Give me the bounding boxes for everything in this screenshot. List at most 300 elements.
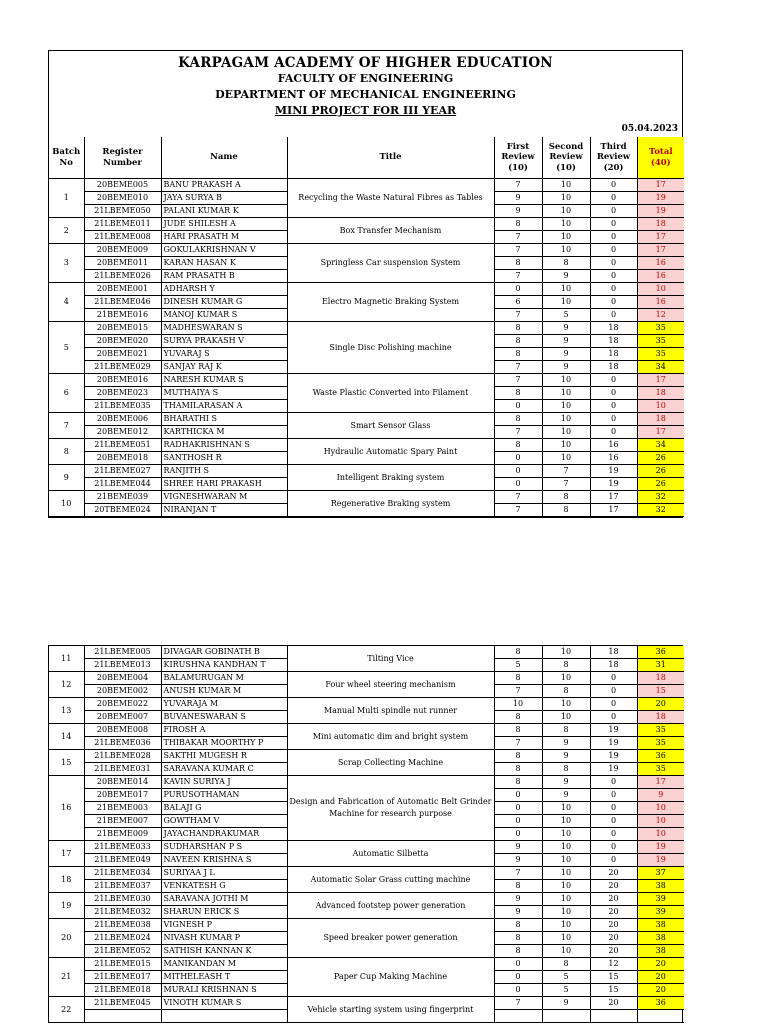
student-name: DIVAGAR GOBINATH B xyxy=(161,646,287,659)
second-review-mark: 10 xyxy=(542,802,590,815)
student-name: SURIYAA J L xyxy=(161,867,287,880)
project-title-cell: Paper Cup Making Machine xyxy=(287,958,494,997)
total-mark: 10 xyxy=(637,283,684,296)
table-row xyxy=(49,867,684,880)
register-number: 20BEME004 xyxy=(84,672,161,685)
project-title-cell: Automatic Silbetta xyxy=(287,841,494,867)
col-total: Total (40) xyxy=(637,137,684,179)
total-mark: 9 xyxy=(637,789,684,802)
project-title-cell: Tilting Vice xyxy=(287,646,494,672)
student-name: JUDE SHILESH A xyxy=(161,218,287,231)
second-review-mark: 9 xyxy=(542,270,590,283)
batch-number: 6 xyxy=(49,374,84,413)
table-row xyxy=(49,465,684,478)
second-review-mark: 8 xyxy=(542,491,590,504)
total-mark: 34 xyxy=(637,361,684,374)
register-number: 21LBEME035 xyxy=(84,400,161,413)
third-review-mark: 19 xyxy=(590,465,637,478)
total-mark: 17 xyxy=(637,374,684,387)
table-row xyxy=(49,322,684,335)
third-review-mark: 20 xyxy=(590,945,637,958)
third-review-mark: 20 xyxy=(590,997,637,1010)
sheet-date: 05.04.2023 xyxy=(621,124,678,134)
total-mark: 15 xyxy=(637,685,684,698)
third-review-mark: 0 xyxy=(590,776,637,789)
third-review-mark: 19 xyxy=(590,724,637,737)
register-number: 21BEME007 xyxy=(84,815,161,828)
total-mark: 34 xyxy=(637,439,684,452)
third-review-mark: 18 xyxy=(590,361,637,374)
student-name: HARI PRASATH M xyxy=(161,231,287,244)
third-review-mark: 0 xyxy=(590,309,637,322)
student-name: JAYA SURYA B xyxy=(161,192,287,205)
student-name: NIRANJAN T xyxy=(161,504,287,517)
third-review-mark: 0 xyxy=(590,685,637,698)
total-mark xyxy=(637,1010,684,1023)
first-review-mark: 0 xyxy=(494,802,542,815)
total-mark: 17 xyxy=(637,231,684,244)
register-number: 20BEME012 xyxy=(84,426,161,439)
student-name: MITHELEASH T xyxy=(161,971,287,984)
third-review-mark: 0 xyxy=(590,387,637,400)
total-mark: 39 xyxy=(637,906,684,919)
batch-number: 22 xyxy=(49,997,84,1023)
student-name: RADHAKRISHNAN S xyxy=(161,439,287,452)
first-review-mark: 8 xyxy=(494,413,542,426)
student-name: KARAN HASAN K xyxy=(161,257,287,270)
batch-number: 4 xyxy=(49,283,84,322)
student-name: NAVEEN KRISHNA S xyxy=(161,854,287,867)
first-review-mark: 8 xyxy=(494,724,542,737)
first-review-mark: 0 xyxy=(494,815,542,828)
student-name: BANU PRAKASH A xyxy=(161,179,287,192)
student-name: VENKATESH G xyxy=(161,880,287,893)
project-title-cell: Mini automatic dim and bright system xyxy=(287,724,494,750)
third-review-mark: 0 xyxy=(590,257,637,270)
total-mark: 17 xyxy=(637,426,684,439)
second-review-mark: 10 xyxy=(542,841,590,854)
second-review-mark: 8 xyxy=(542,257,590,270)
total-mark: 38 xyxy=(637,880,684,893)
project-title-cell: Regenerative Braking system xyxy=(287,491,494,517)
mark-sheet-page-1 xyxy=(48,50,683,518)
register-number: 21LBEME027 xyxy=(84,465,161,478)
register-number: 21LBEME034 xyxy=(84,867,161,880)
first-review-mark: 9 xyxy=(494,841,542,854)
total-mark: 17 xyxy=(637,776,684,789)
total-mark: 36 xyxy=(637,997,684,1010)
first-review-mark: 0 xyxy=(494,971,542,984)
register-number: 20BEME020 xyxy=(84,335,161,348)
batch-number: 3 xyxy=(49,244,84,283)
first-review-mark: 8 xyxy=(494,322,542,335)
table-row xyxy=(49,893,684,906)
batch-number: 13 xyxy=(49,698,84,724)
first-review-mark: 7 xyxy=(494,685,542,698)
first-review-mark: 7 xyxy=(494,231,542,244)
second-review-mark: 10 xyxy=(542,400,590,413)
first-review-mark: 8 xyxy=(494,763,542,776)
register-number: 21LBEME050 xyxy=(84,205,161,218)
student-name: SHARUN ERICK S xyxy=(161,906,287,919)
register-number: 21LBEME031 xyxy=(84,763,161,776)
total-mark: 19 xyxy=(637,192,684,205)
second-review-mark: 10 xyxy=(542,919,590,932)
third-review-mark: 0 xyxy=(590,711,637,724)
project-title-cell: Design and Fabrication of Automatic Belt Grinder Machine for research purpose xyxy=(287,776,494,841)
student-name: MANOJ KUMAR S xyxy=(161,309,287,322)
register-number: 21LBEME052 xyxy=(84,945,161,958)
total-mark: 20 xyxy=(637,984,684,997)
student-name: DINESH KUMAR G xyxy=(161,296,287,309)
second-review-mark xyxy=(542,1010,590,1023)
table-row xyxy=(49,491,684,504)
project-title-cell: Smart Sensor Glass xyxy=(287,413,494,439)
total-mark: 16 xyxy=(637,257,684,270)
second-review-mark: 10 xyxy=(542,296,590,309)
total-mark: 35 xyxy=(637,763,684,776)
batch-number: 21 xyxy=(49,958,84,997)
third-review-mark: 0 xyxy=(590,698,637,711)
total-mark: 36 xyxy=(637,750,684,763)
first-review-mark: 9 xyxy=(494,906,542,919)
register-number: 21LBEME024 xyxy=(84,932,161,945)
second-review-mark: 5 xyxy=(542,984,590,997)
first-review-mark: 7 xyxy=(494,374,542,387)
third-review-mark xyxy=(590,1010,637,1023)
second-review-mark: 10 xyxy=(542,192,590,205)
table-row xyxy=(49,413,684,426)
total-mark: 17 xyxy=(637,179,684,192)
third-review-mark: 0 xyxy=(590,854,637,867)
project-title-cell: Manual Multi spindle nut runner xyxy=(287,698,494,724)
second-review-mark: 10 xyxy=(542,283,590,296)
third-review-mark: 18 xyxy=(590,646,637,659)
register-number: 20BEME008 xyxy=(84,724,161,737)
first-review-mark: 10 xyxy=(494,698,542,711)
student-name: ADHARSH Y xyxy=(161,283,287,296)
student-name: MADHESWARAN S xyxy=(161,322,287,335)
register-number xyxy=(84,1010,161,1023)
second-review-mark: 7 xyxy=(542,465,590,478)
student-name: BHARATHI S xyxy=(161,413,287,426)
second-review-mark: 9 xyxy=(542,361,590,374)
student-name: SATHISH KANNAN K xyxy=(161,945,287,958)
first-review-mark: 8 xyxy=(494,387,542,400)
first-review-mark: 8 xyxy=(494,945,542,958)
total-mark: 38 xyxy=(637,919,684,932)
total-mark: 35 xyxy=(637,348,684,361)
third-review-mark: 0 xyxy=(590,374,637,387)
first-review-mark: 8 xyxy=(494,672,542,685)
third-review-mark: 0 xyxy=(590,192,637,205)
total-mark: 19 xyxy=(637,854,684,867)
register-number: 20BEME014 xyxy=(84,776,161,789)
register-number: 20BEME005 xyxy=(84,179,161,192)
first-review-mark: 8 xyxy=(494,218,542,231)
third-review-mark: 18 xyxy=(590,322,637,335)
total-mark: 16 xyxy=(637,296,684,309)
first-review-mark: 7 xyxy=(494,997,542,1010)
batch-number: 5 xyxy=(49,322,84,374)
third-review-mark: 0 xyxy=(590,231,637,244)
register-number: 21LBEME011 xyxy=(84,218,161,231)
third-review-mark: 0 xyxy=(590,179,637,192)
first-review-mark: 5 xyxy=(494,659,542,672)
second-review-mark: 10 xyxy=(542,179,590,192)
second-review-mark: 10 xyxy=(542,893,590,906)
third-review-mark: 17 xyxy=(590,491,637,504)
second-review-mark: 10 xyxy=(542,906,590,919)
department-name: DEPARTMENT OF MECHANICAL ENGINEERING xyxy=(215,88,516,101)
register-number: 21BEME003 xyxy=(84,802,161,815)
second-review-mark: 10 xyxy=(542,828,590,841)
register-number: 21LBEME026 xyxy=(84,270,161,283)
table-row xyxy=(49,244,684,257)
third-review-mark: 0 xyxy=(590,426,637,439)
third-review-mark: 0 xyxy=(590,244,637,257)
sheet-header xyxy=(49,55,682,119)
second-review-mark: 9 xyxy=(542,737,590,750)
register-number: 20BEME021 xyxy=(84,348,161,361)
register-number: 21LBEME044 xyxy=(84,478,161,491)
total-mark: 20 xyxy=(637,971,684,984)
first-review-mark: 7 xyxy=(494,504,542,517)
student-name: RAM PRASATH B xyxy=(161,270,287,283)
project-title: MINI PROJECT FOR III YEAR xyxy=(274,104,457,117)
batch-number: 11 xyxy=(49,646,84,672)
student-name: YUVARAJ S xyxy=(161,348,287,361)
first-review-mark: 8 xyxy=(494,711,542,724)
second-review-mark: 9 xyxy=(542,322,590,335)
third-review-mark: 0 xyxy=(590,828,637,841)
student-name: SANTHOSH R xyxy=(161,452,287,465)
student-name: KIRUSHNA KANDHAN T xyxy=(161,659,287,672)
second-review-mark: 10 xyxy=(542,452,590,465)
first-review-mark: 8 xyxy=(494,439,542,452)
second-review-mark: 10 xyxy=(542,205,590,218)
first-review-mark: 0 xyxy=(494,283,542,296)
third-review-mark: 20 xyxy=(590,893,637,906)
total-mark: 35 xyxy=(637,724,684,737)
total-mark: 35 xyxy=(637,335,684,348)
table-row xyxy=(49,919,684,932)
student-name: FIROSH A xyxy=(161,724,287,737)
total-mark: 12 xyxy=(637,309,684,322)
first-review-mark: 0 xyxy=(494,958,542,971)
total-mark: 20 xyxy=(637,958,684,971)
batch-number: 20 xyxy=(49,919,84,958)
register-number: 21LBEME030 xyxy=(84,893,161,906)
second-review-mark: 5 xyxy=(542,971,590,984)
first-review-mark: 7 xyxy=(494,179,542,192)
table-row xyxy=(49,439,684,452)
student-name: PURUSOTHAMAN xyxy=(161,789,287,802)
batch-number: 18 xyxy=(49,867,84,893)
project-title-cell: Speed breaker power generation xyxy=(287,919,494,958)
register-number: 20BEME002 xyxy=(84,685,161,698)
second-review-mark: 9 xyxy=(542,997,590,1010)
second-review-mark: 10 xyxy=(542,218,590,231)
batch-number: 16 xyxy=(49,776,84,841)
project-title-cell: Springless Car suspension System xyxy=(287,244,494,283)
register-number: 21LBEME033 xyxy=(84,841,161,854)
second-review-mark: 10 xyxy=(542,426,590,439)
table-row xyxy=(49,672,684,685)
first-review-mark: 8 xyxy=(494,750,542,763)
table-row xyxy=(49,724,684,737)
total-mark: 17 xyxy=(637,244,684,257)
student-name: BALAJI G xyxy=(161,802,287,815)
student-name: VIGNESHWARAN M xyxy=(161,491,287,504)
second-review-mark: 10 xyxy=(542,815,590,828)
first-review-mark: 8 xyxy=(494,776,542,789)
register-number: 20BEME001 xyxy=(84,283,161,296)
total-mark: 26 xyxy=(637,465,684,478)
total-mark: 18 xyxy=(637,387,684,400)
first-review-mark: 8 xyxy=(494,880,542,893)
student-name: KARTHICKA M xyxy=(161,426,287,439)
first-review-mark: 6 xyxy=(494,296,542,309)
second-review-mark: 8 xyxy=(542,685,590,698)
total-mark: 10 xyxy=(637,802,684,815)
second-review-mark: 8 xyxy=(542,504,590,517)
total-mark: 19 xyxy=(637,841,684,854)
student-name: NARESH KUMAR S xyxy=(161,374,287,387)
table-row xyxy=(49,283,684,296)
third-review-mark: 0 xyxy=(590,815,637,828)
register-number: 21LBEME015 xyxy=(84,958,161,971)
batch-number: 2 xyxy=(49,218,84,244)
batch-number: 10 xyxy=(49,491,84,517)
second-review-mark: 5 xyxy=(542,309,590,322)
batch-number: 15 xyxy=(49,750,84,776)
third-review-mark: 0 xyxy=(590,283,637,296)
col-batch-no: Batch No xyxy=(49,137,84,179)
second-review-mark: 9 xyxy=(542,776,590,789)
project-title-cell: Vehicle starting system using fingerprint xyxy=(287,997,494,1023)
register-number: 20BEME011 xyxy=(84,257,161,270)
table-row xyxy=(49,646,684,659)
first-review-mark: 7 xyxy=(494,737,542,750)
register-number: 21LBEME008 xyxy=(84,231,161,244)
total-mark: 20 xyxy=(637,698,684,711)
register-number: 21LBEME051 xyxy=(84,439,161,452)
batch-number: 17 xyxy=(49,841,84,867)
third-review-mark: 0 xyxy=(590,789,637,802)
total-mark: 26 xyxy=(637,478,684,491)
second-review-mark: 9 xyxy=(542,750,590,763)
project-title-cell: Advanced footstep power generation xyxy=(287,893,494,919)
second-review-mark: 10 xyxy=(542,854,590,867)
total-mark: 35 xyxy=(637,737,684,750)
second-review-mark: 10 xyxy=(542,387,590,400)
register-number: 21LBEME017 xyxy=(84,971,161,984)
second-review-mark: 9 xyxy=(542,335,590,348)
first-review-mark: 7 xyxy=(494,270,542,283)
total-mark: 35 xyxy=(637,322,684,335)
project-title-cell: Scrap Collecting Machine xyxy=(287,750,494,776)
third-review-mark: 15 xyxy=(590,984,637,997)
total-mark: 36 xyxy=(637,646,684,659)
batch-number: 12 xyxy=(49,672,84,698)
student-name: MUTHAIYA S xyxy=(161,387,287,400)
student-name: GOWTHAM V xyxy=(161,815,287,828)
first-review-mark: 7 xyxy=(494,491,542,504)
first-review-mark: 8 xyxy=(494,932,542,945)
student-name: THIBAKAR MOORTHY P xyxy=(161,737,287,750)
table-row xyxy=(49,776,684,789)
second-review-mark: 8 xyxy=(542,958,590,971)
third-review-mark: 16 xyxy=(590,452,637,465)
second-review-mark: 10 xyxy=(542,880,590,893)
third-review-mark: 0 xyxy=(590,270,637,283)
second-review-mark: 8 xyxy=(542,763,590,776)
register-number: 21LBEME029 xyxy=(84,361,161,374)
third-review-mark: 0 xyxy=(590,296,637,309)
col-name: Name xyxy=(161,137,287,179)
second-review-mark: 10 xyxy=(542,374,590,387)
student-name: THAMILARASAN A xyxy=(161,400,287,413)
table-row xyxy=(49,698,684,711)
student-name: ANUSH KUMAR M xyxy=(161,685,287,698)
total-mark: 16 xyxy=(637,270,684,283)
student-name: BUVANESWARAN S xyxy=(161,711,287,724)
register-number: 20BEME022 xyxy=(84,698,161,711)
first-review-mark: 0 xyxy=(494,465,542,478)
second-review-mark: 10 xyxy=(542,711,590,724)
table-row xyxy=(49,179,684,192)
register-number: 21LBEME037 xyxy=(84,880,161,893)
total-mark: 37 xyxy=(637,867,684,880)
first-review-mark: 8 xyxy=(494,257,542,270)
col-second-review: Second Review (10) xyxy=(542,137,590,179)
second-review-mark: 9 xyxy=(542,348,590,361)
third-review-mark: 20 xyxy=(590,880,637,893)
project-title-cell: Recycling the Waste Natural Fibres as Tables xyxy=(287,179,494,218)
first-review-mark: 9 xyxy=(494,205,542,218)
total-mark: 18 xyxy=(637,711,684,724)
register-number: 21LBEME036 xyxy=(84,737,161,750)
first-review-mark xyxy=(494,1010,542,1023)
second-review-mark: 9 xyxy=(542,789,590,802)
first-review-mark: 9 xyxy=(494,192,542,205)
mark-sheet-page-2 xyxy=(48,645,683,1023)
marks-table-2 xyxy=(49,646,684,1023)
second-review-mark: 10 xyxy=(542,945,590,958)
register-number: 20BEME009 xyxy=(84,244,161,257)
register-number: 21LBEME045 xyxy=(84,997,161,1010)
table-row xyxy=(49,997,684,1010)
register-number: 21LBEME038 xyxy=(84,919,161,932)
first-review-mark: 0 xyxy=(494,478,542,491)
total-mark: 18 xyxy=(637,672,684,685)
table-row xyxy=(49,841,684,854)
student-name: JAYACHANDRAKUMAR xyxy=(161,828,287,841)
project-title-cell: Automatic Solar Grass cutting machine xyxy=(287,867,494,893)
register-number: 21LBEME005 xyxy=(84,646,161,659)
student-name: MURALI KRISHNAN S xyxy=(161,984,287,997)
batch-number: 14 xyxy=(49,724,84,750)
total-mark: 38 xyxy=(637,945,684,958)
register-number: 20TBEME024 xyxy=(84,504,161,517)
register-number: 20BEME006 xyxy=(84,413,161,426)
first-review-mark: 8 xyxy=(494,919,542,932)
project-title-cell: Box Transfer Mechanism xyxy=(287,218,494,244)
third-review-mark: 0 xyxy=(590,672,637,685)
project-title-cell: Single Disc Polishing machine xyxy=(287,322,494,374)
total-mark: 31 xyxy=(637,659,684,672)
